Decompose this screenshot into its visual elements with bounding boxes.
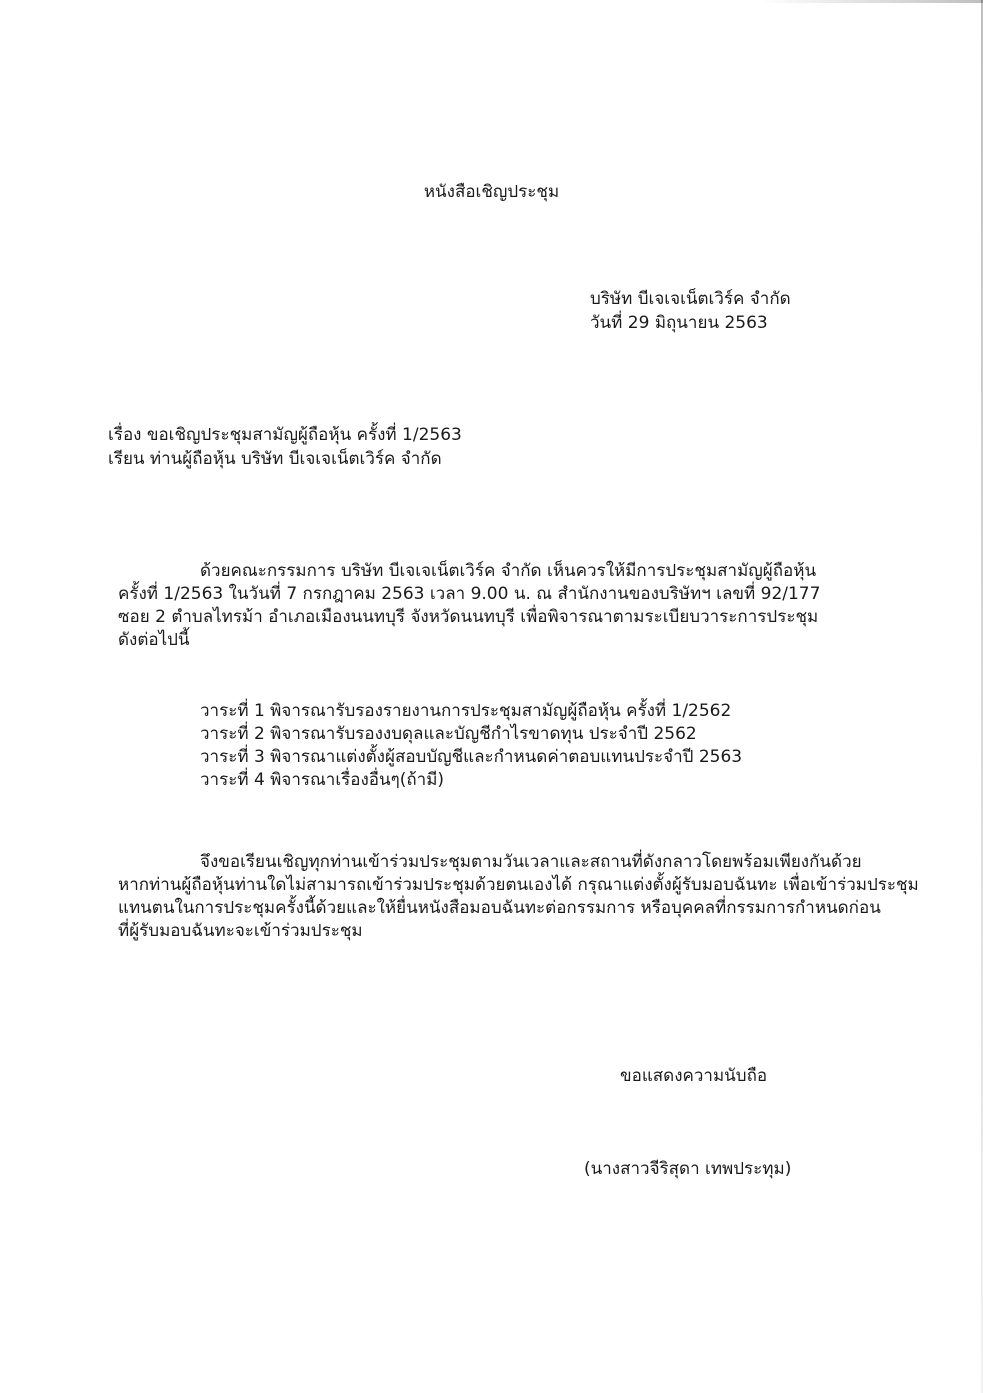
signer-name: (นางสาวจีริสุดา เทพประทุม)	[584, 1159, 792, 1179]
paragraph-line: ครั้งที่ 1/2563 ในวันที่ 7 กรกฎาคม 2563 เวลา 9.00 น. ณ สำนักงานของบริษัทฯ เลขที่ 92/177	[118, 584, 821, 604]
closing-salutation: ขอแสดงความนับถือ	[620, 1066, 768, 1086]
letter-subject: เรื่อง ขอเชิญประชุมสามัญผู้ถือหุ้น ครั้งที่ 1/2563	[108, 425, 462, 445]
agenda-item: วาระที่ 3 พิจารณาแต่งตั้งผู้สอบบัญชีและกำหนดค่าตอบแทนประจำปี 2563	[200, 747, 743, 767]
invitation-paragraph	[118, 560, 838, 652]
letter-recipient: เรียน ท่านผู้ถือหุ้น บริษัท บีเจเจเน็ตเวิร์ค จำกัด	[108, 449, 442, 469]
paragraph-line: แทนตนในการประชุมครั้งนี้ด้วยและให้ยื่นหนังสือมอบฉันทะต่อกรรมการ หรือบุคคลที่กรรมการกำหนดก่อน	[118, 898, 881, 918]
agenda-item: วาระที่ 2 พิจารณารับรองงบดุลและบัญชีกำไรขาดทุน ประจำปี 2562	[200, 724, 697, 744]
paragraph-line: หากท่านผู้ถือหุ้นท่านใดไม่สามารถเข้าร่วมประชุมด้วยตนเองได้ กรุณาแต่งตั้งผู้รับมอบฉันทะ เพื่อเข้าร่วมประชุม	[118, 875, 919, 895]
agenda-item: วาระที่ 4 พิจารณาเรื่องอื่นๆ(ถ้ามี)	[200, 770, 445, 790]
paragraph-line: จึงขอเรียนเชิญทุกท่านเข้าร่วมประชุมตามวันเวลาและสถานที่ดังกลาวโดยพร้อมเพียงกันด้วย	[200, 852, 862, 872]
paragraph-line: ด้วยคณะกรรมการ บริษัท บีเจเจเน็ตเวิร์ค จำกัด เห็นควรให้มีการประชุมสามัญผู้ถือหุ้น	[200, 561, 817, 581]
paragraph-line: ดังต่อไปนี้	[118, 630, 190, 650]
agenda-list	[200, 700, 742, 792]
agenda-item: วาระที่ 1 พิจารณารับรองรายงานการประชุมสามัญผู้ถือหุ้น ครั้งที่ 1/2562	[200, 701, 732, 721]
scan-edge-shadow-top	[760, 0, 983, 3]
letter-date: วันที่ 29 มิถุนายน 2563	[590, 313, 768, 333]
attendance-paragraph	[118, 851, 919, 943]
paragraph-line: ซอย 2 ตำบลไทรม้า อำเภอเมืองนนทบุรี จังหวัดนนทบุรี เพื่อพิจารณาตามระเบียบวาระการประชุม	[118, 607, 819, 627]
sender-company: บริษัท บีเจเจเน็ตเวิร์ค จำกัด	[590, 289, 791, 309]
paragraph-line: ที่ผู้รับมอบฉันทะจะเข้าร่วมประชุม	[118, 921, 363, 941]
document-title: หนังสือเชิญประชุม	[423, 182, 560, 202]
